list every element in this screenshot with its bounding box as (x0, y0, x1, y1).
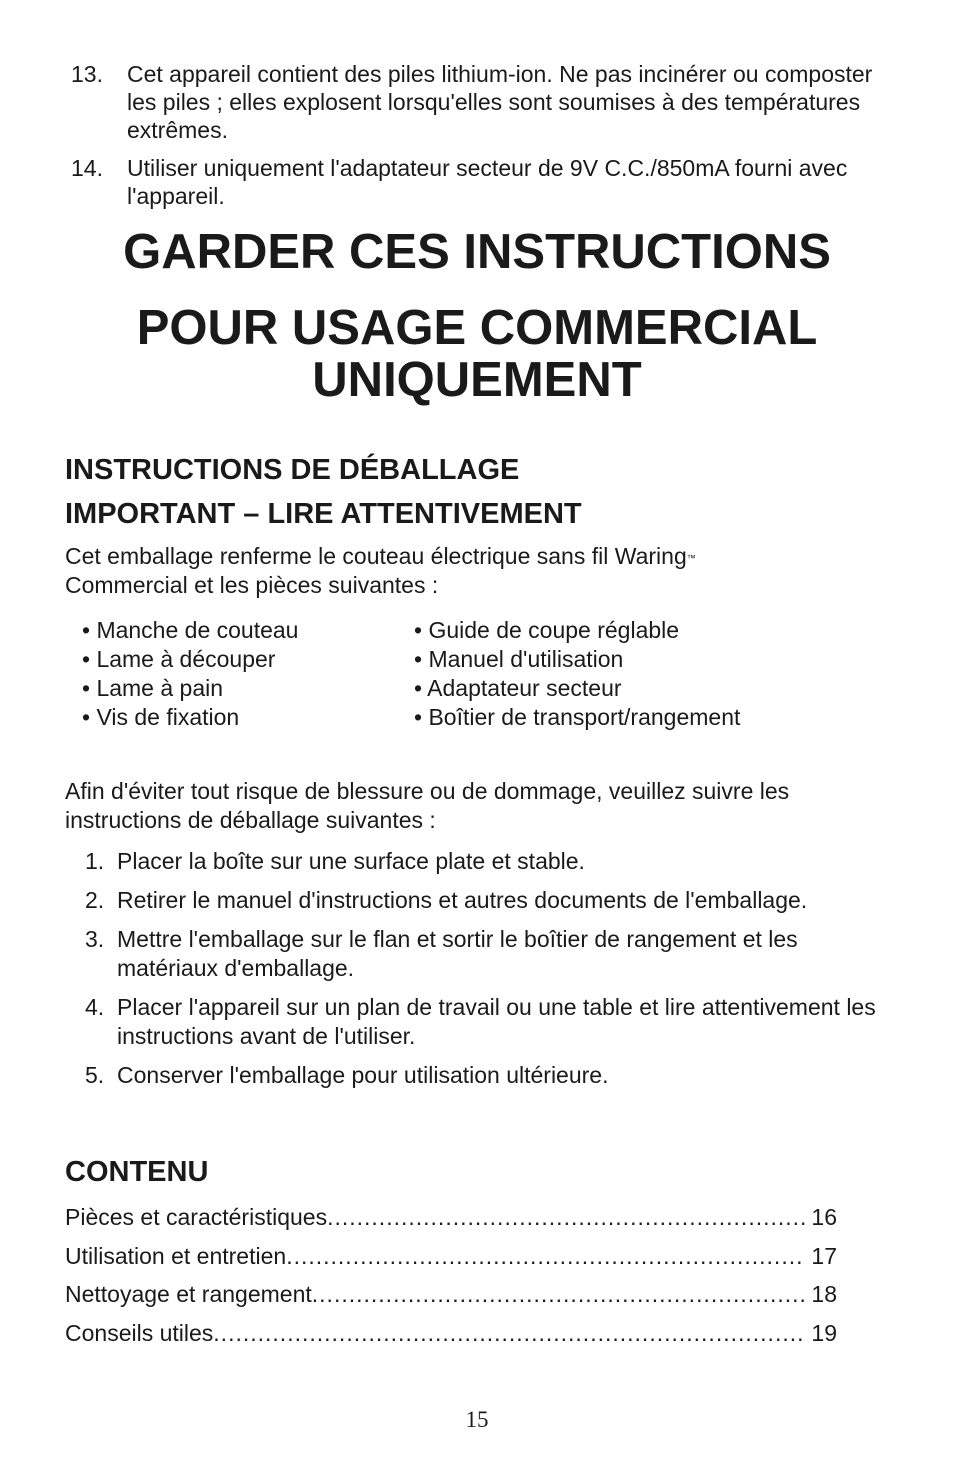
unpacking-step (85, 993, 885, 1051)
package-intro-text: Cet emballage renferme le couteau électrique sans fil Waring (65, 543, 687, 569)
toc-entry (65, 1280, 837, 1309)
parts-list-left (82, 616, 298, 732)
step-number: 5. (85, 1062, 105, 1088)
unpacking-step (85, 925, 885, 983)
unpacking-step (85, 886, 885, 915)
toc-leader-dots (327, 1203, 805, 1232)
part-item: • Vis de fixation (82, 704, 240, 730)
part-item: • Manuel d'utilisation (414, 646, 624, 672)
important-read-heading: IMPORTANT – LIRE ATTENTIVEMENT (65, 498, 582, 530)
unpacking-heading: INSTRUCTIONS DE DÉBALLAGE (65, 454, 520, 486)
commercial-use-headline-line1: POUR USAGE COMMERCIAL (136, 301, 818, 355)
step-text: Placer l'appareil sur un plan de travail ou une table et lire attentivement les instructions avant de l'utiliser. (117, 994, 876, 1049)
parts-list-right (414, 616, 740, 732)
safety-item (64, 60, 894, 144)
package-intro-text-2: Commercial et les pièces suivantes : (65, 572, 439, 598)
commercial-use-headline-line2: UNIQUEMENT (312, 353, 642, 407)
toc-entry-page: 16 (811, 1204, 837, 1230)
unpacking-warning: Afin d'éviter tout risque de blessure ou de dommage, veuillez suivre les instructions de déballage suivantes : (65, 778, 790, 833)
toc-entry-page: 18 (811, 1281, 837, 1307)
toc-entry-label: Conseils utiles (65, 1319, 214, 1346)
part-item: • Lame à pain (82, 675, 224, 701)
contents-heading: CONTENU (65, 1156, 209, 1188)
safety-list (64, 60, 894, 220)
step-text: Retirer le manuel d'instructions et autres documents de l'emballage. (117, 887, 808, 913)
part-item: • Adaptateur secteur (414, 675, 622, 701)
safety-item-number: 13. (71, 61, 103, 87)
toc-entry-label: Utilisation et entretien (65, 1242, 287, 1269)
toc-entry-page: 19 (811, 1319, 837, 1346)
step-text: Placer la boîte sur une surface plate et stable. (117, 848, 585, 874)
toc-entry-label: Nettoyage et rangement (65, 1281, 312, 1307)
unpacking-steps (85, 847, 885, 1100)
safety-item-number: 14. (71, 155, 103, 181)
part-item: • Lame à découper (82, 646, 276, 672)
toc-entry (65, 1319, 837, 1348)
step-number: 3. (85, 926, 105, 952)
toc-leader-dots (286, 1242, 805, 1271)
part-item: • Boîtier de transport/rangement (414, 704, 741, 730)
safety-item-text: Cet appareil contient des piles lithium-ion. Ne pas incinérer ou composter les piles ; elles explosent lorsqu'elles sont soumises à des températures extrêmes. (127, 61, 873, 143)
toc-leader-dots (213, 1319, 805, 1348)
step-text: Conserver l'emballage pour utilisation ultérieure. (117, 1062, 609, 1088)
unpacking-step (85, 847, 885, 876)
toc-entry (65, 1203, 837, 1232)
toc-entry (65, 1242, 837, 1271)
safety-item (64, 154, 894, 210)
page-number: 15 (465, 1407, 489, 1432)
step-number: 2. (85, 887, 105, 913)
toc-leader-dots (312, 1280, 806, 1309)
toc-entry-page: 17 (811, 1242, 837, 1269)
part-item: • Guide de coupe réglable (414, 617, 680, 643)
step-number: 4. (85, 994, 105, 1020)
table-of-contents (65, 1203, 837, 1357)
step-number: 1. (85, 848, 105, 874)
unpacking-step (85, 1061, 885, 1090)
part-item: • Manche de couteau (82, 617, 299, 643)
step-text: Mettre l'emballage sur le flan et sortir le boîtier de rangement et les matériaux d'emballage. (117, 926, 798, 981)
safety-item-text: Utiliser uniquement l'adaptateur secteur de 9V C.C./850mA fourni avec l'appareil. (127, 155, 848, 209)
keep-instructions-headline: GARDER CES INSTRUCTIONS (123, 225, 831, 279)
toc-entry-label: Pièces et caractéristiques (65, 1204, 328, 1230)
trademark-symbol: ™ (686, 553, 696, 563)
package-intro (65, 542, 895, 600)
commercial-use-headline (0, 302, 954, 406)
